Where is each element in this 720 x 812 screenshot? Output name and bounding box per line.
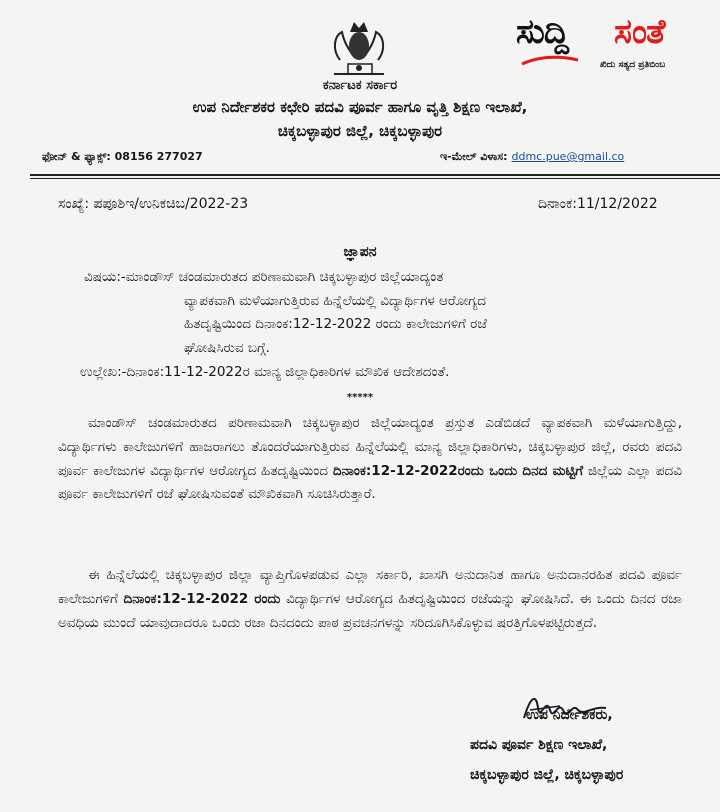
- reference-date: ದಿನಾಂಕ:11/12/2022: [538, 196, 658, 212]
- logo-tagline: ಖಿದು ಸತ್ಯದ ಪ್ರತಿಬಿಂಬ: [600, 60, 666, 70]
- body-paragraph-1: [58, 412, 682, 507]
- subject-line: ಘೋಷಿಸಿರುವ ಬಗ್ಗೆ.: [184, 339, 270, 356]
- notice-title: ಜ್ಞಾಪನ: [343, 244, 377, 260]
- paragraph-text: ಮಾಂಡೌಸ್ ಚಂಡಮಾರುತದ ಪರಿಣಾಮವಾಗಿ ಚಿಕ್ಕಬಳ್ಳಾಪುರ ಜಿಲ್ಲೆಯಾದ್ಯಂತ ಪ್ರಸ್ತುತ ಎಡೆಬಿಡದೆ ವ್ಯಾಪಕವಾಗಿ ಮಳೆಯಾಗುತ್ತಿದ್ದು, ವಿದ್ಯಾರ್ಥಿಗಳು ಕಾಲೇಜುಗಳಿಗೆ ಹಾಜರಾಗಲು ತೊಂದರೆಯಾಗುತ್ತಿರುವ ಹಿನ್ನೆಲೆಯಲ್ಲಿ ಮಾನ್ಯ ಜಿಲ್ಲಾಧಿಕಾರಿಗಳು, ಚಿಕ್ಕಬಳ್ಳಾಪುರ ಜಿಲ್ಲೆ, ರವರು ಪದವಿ ಪೂರ್ವ ಕಾಲೇಜುಗಳ ವಿದ್ಯಾರ್ಥಿಗಳ ಆರೋಗ್ಯದ ಹಿತದೃಷ್ಟಿಯಿಂದ: [58, 415, 682, 479]
- logo-brand-part2: ಸಂತೆ: [614, 12, 665, 52]
- subject-block: [84, 266, 684, 360]
- separator: *****: [346, 392, 374, 403]
- subject-line: ವಿಷಯ:-ಮಾಂಡೌಸ್ ಚಂಡಮಾರುತದ ಪರಿಣಾಮವಾಗಿ ಚಿಕ್ಕಬಳ್ಳಾಪುರ ಜಿಲ್ಲೆಯಾದ್ಯಂತ: [84, 269, 444, 285]
- paragraph-text: ಜಿಲ್ಲೆಯ ಎಲ್ಲಾ ಪದವಿ ಪೂರ್ವ ಕಾಲೇಜುಗಳಿಗೆ ರಜೆ ಘೋಷಿಸುವಂತೆ ಮೌಖಿಕವಾಗಿ ಸೂಚಿಸಿರುತ್ತಾರೆ.: [58, 462, 682, 503]
- swoosh-icon: [520, 54, 580, 66]
- signatory-block: [470, 700, 720, 790]
- signatory-department: ಪದವಿ ಪೂರ್ವ ಶಿಕ್ಷಣ ಇಲಾಖೆ,: [470, 737, 608, 753]
- signatory-district: ಚಿಕ್ಕಬಳ್ಳಾಪುರ ಜಿಲ್ಲೆ, ಚಿಕ್ಕಬಳ್ಳಾಪುರ: [470, 767, 624, 783]
- paragraph-text: ವಿದ್ಯಾರ್ಥಿಗಳ ಆರೋಗ್ಯದ ಹಿತದೃಷ್ಟಿಯಿಂದ ರಜೆಯನ್ನು ಘೋಷಿಸಿದೆ. ಈ ಒಂದು ದಿನದ ರಜಾ ಅವಧಿಯ ಮುಂದೆ ಯಾವುದಾದರೂ ಒಂದು ರಜಾ ದಿನದಂದು ಪಾಠ ಪ್ರವಚನಗಳನ್ನು ಸರಿದೂಗಿಸಿಕೊಳ್ಳುವ ಷರತ್ತಿಗೊಳಪಟ್ಟಿರುತ್ತದೆ.: [58, 590, 682, 631]
- news-logo: [514, 10, 714, 74]
- logo-brand-part1: ಸುದ್ದಿ: [516, 12, 568, 52]
- header-divider: [30, 174, 720, 176]
- reference-line: ಉಲ್ಲೇಖ:-ದಿನಾಂಕ:11-12-2022ರ ಮಾನ್ಯ ಜಿಲ್ಲಾಧಿಕಾರಿಗಳ ಮೌಖಿಕ ಆದೇಶದಂತೆ.: [80, 364, 450, 380]
- karnataka-emblem-icon: [326, 20, 392, 82]
- email-address: ddmc.pue@gmail.co: [511, 150, 625, 163]
- paragraph-bold-text: ದಿನಾಂಕ:12-12-2022ರಂದು ಒಂದು ದಿನದ ಮಟ್ಟಿಗೆ: [332, 462, 584, 479]
- signatory-title: ಉಪ ನಿರ್ದೇಶಕರು,: [526, 707, 613, 723]
- body-paragraph-2: [58, 564, 682, 635]
- phone-fax: ಫೋನ್ & ಫ್ಯಾಕ್ಸ್: 08156 277027: [42, 150, 203, 163]
- header-divider-thin: [30, 178, 720, 179]
- office-title-line1: ಉಪ ನಿರ್ದೇಶಕರ ಕಛೇರಿ ಪದವಿ ಪೂರ್ವ ಹಾಗೂ ವೃತ್ತಿ ಶಿಕ್ಷಣ ಇಲಾಖೆ,: [192, 98, 528, 116]
- email-line: [440, 150, 624, 164]
- paragraph-bold-text: ದಿನಾಂಕ:12-12-2022 ರಂದು: [123, 590, 281, 607]
- paragraph-text: ಈ ಹಿನ್ನೆಲೆಯಲ್ಲಿ ಚಿಕ್ಕಬಳ್ಳಾಪುರ ಜಿಲ್ಲಾ ವ್ಯಾಪ್ತಿಗೊಳಪಡುವ ಎಲ್ಲಾ ಸರ್ಕಾರಿ, ಖಾಸಗಿ ಅನುದಾನಿತ ಹಾಗೂ ಅನುದಾನರಹಿತ ಪದವಿ ಪೂರ್ವ ಕಾಲೇಜುಗಳಿಗೆ: [58, 567, 682, 607]
- office-title-line2: ಚಿಕ್ಕಬಳ್ಳಾಪುರ ಜಿಲ್ಲೆ, ಚಿಕ್ಕಬಳ್ಳಾಪುರ: [277, 122, 443, 140]
- government-name: ಕರ್ನಾಟಕ ಸರ್ಕಾರ: [322, 78, 398, 93]
- subject-line: ವ್ಯಾಪಕವಾಗಿ ಮಳೆಯಾಗುತ್ತಿರುವ ಹಿನ್ನೆಲೆಯಲ್ಲಿ ವಿದ್ಯಾರ್ಥಿಗಳ ಆರೋಗ್ಯದ: [184, 292, 486, 309]
- email-label: ಇ-ಮೇಲ್ ವಿಳಾಸ:: [440, 150, 508, 163]
- reference-number: ಸಂಖ್ಯೆ: ಪಪೂಶಿಇ/ಉನಿಕಚಿಬ/2022-23: [58, 196, 249, 212]
- subject-line: ಹಿತದೃಷ್ಟಿಯಿಂದ ದಿನಾಂಕ:12-12-2022 ರಂದು ಕಾಲೇಜುಗಳಿಗೆ ರಜೆ: [184, 316, 487, 332]
